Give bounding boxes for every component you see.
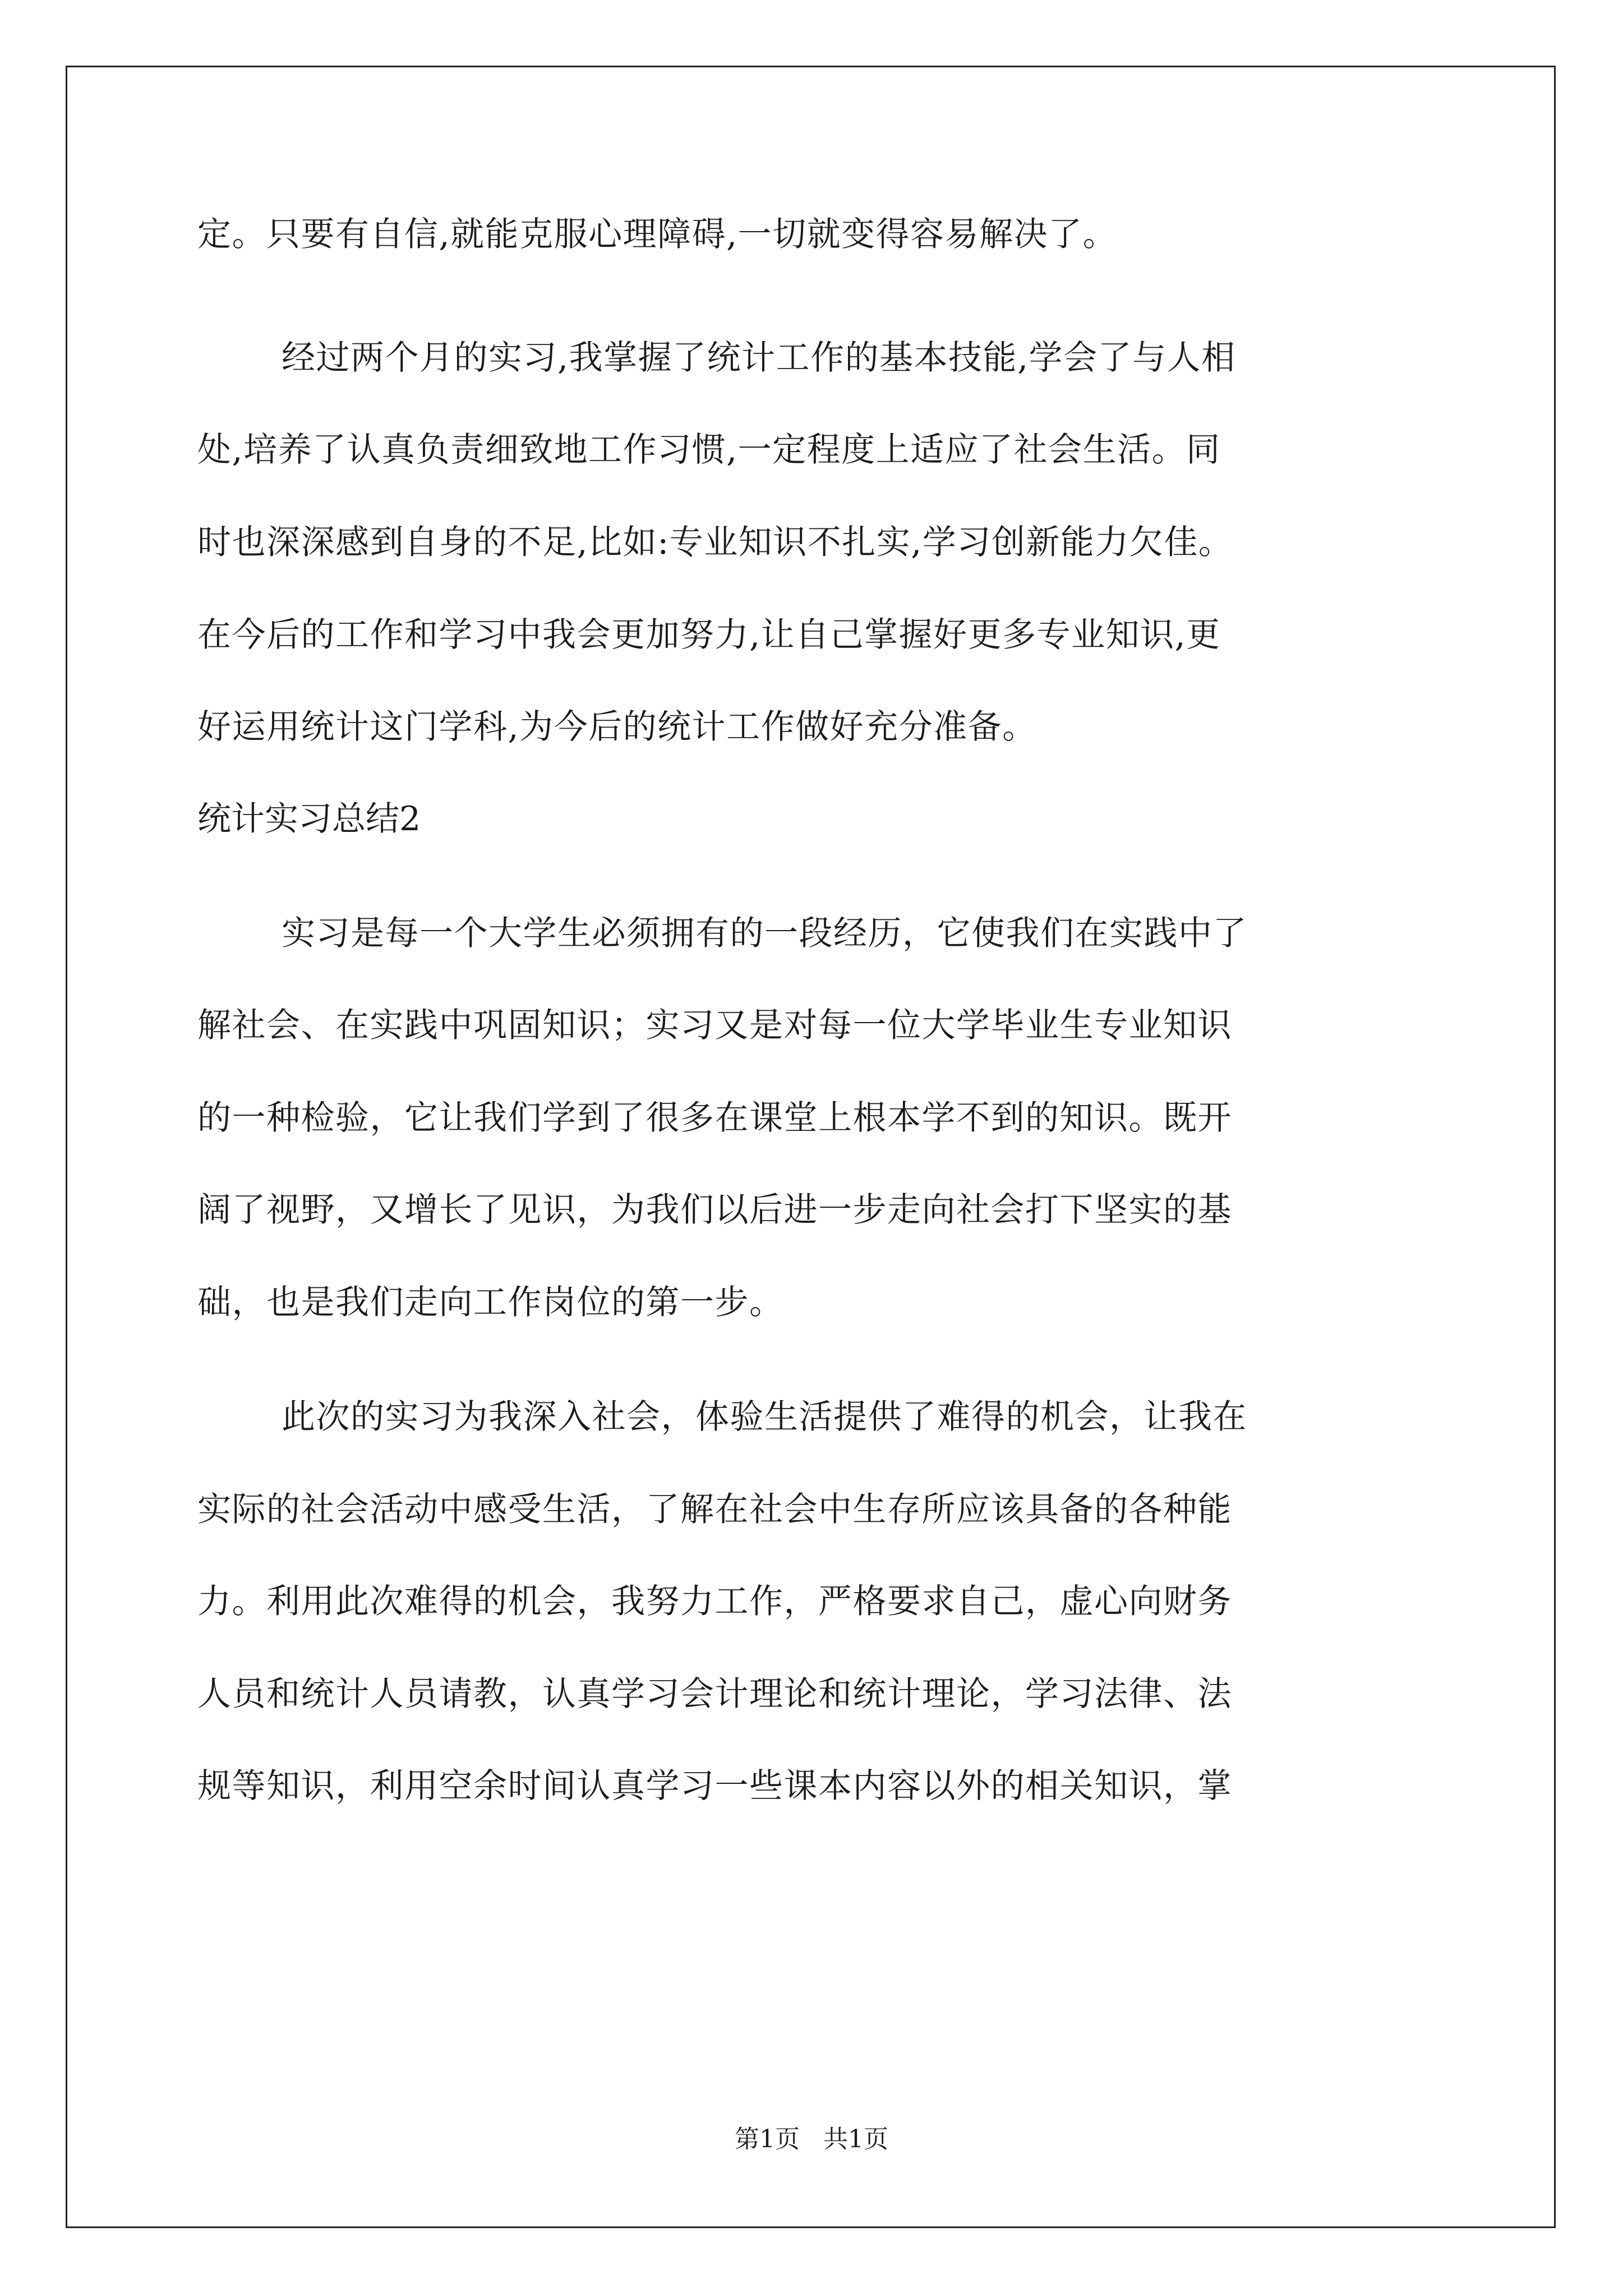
text-line: 阔了视野，又增长了见识，为我们以后进一步走向社会打下坚实的基 (197, 1190, 1232, 1230)
page-number: 第1页 (735, 2125, 800, 2154)
text-line: 础，也是我们走向工作岗位的第一步。 (197, 1283, 784, 1322)
text-line: 人员和统计人员请教，认真学习会计理论和统计理论，学习法律、法 (197, 1674, 1232, 1714)
paragraph-start-line: 此次的实习为我深入社会，体验生活提供了难得的机会，让我在 (282, 1397, 1247, 1437)
paragraph-start-line: 经过两个月的实习,我掌握了统计工作的基本技能,学会了与人相 (282, 338, 1236, 378)
total-pages: 共1页 (823, 2125, 888, 2154)
paragraph-start-line: 实习是每一个大学生必须拥有的一段经历，它使我们在实践中了 (282, 914, 1247, 953)
section-heading: 统计实习总结2 (197, 799, 421, 839)
text-line: 定。只要有自信,就能克服心理障碍,一切就变得容易解决了。 (197, 215, 1118, 254)
text-line: 解社会、在实践中巩固知识；实习又是对每一位大学毕业生专业知识 (197, 1006, 1232, 1045)
text-line: 在今后的工作和学习中我会更加努力,让自己掌握好更多专业知识,更 (197, 615, 1221, 655)
text-line: 处,培养了认真负责细致地工作习惯,一定程度上适应了社会生活。同 (197, 430, 1221, 470)
text-line: 好运用统计这门学科,为今后的统计工作做好充分准备。 (197, 707, 1037, 747)
page-footer (0, 2123, 1623, 2156)
text-line: 力。利用此次难得的机会，我努力工作，严格要求自己，虚心向财务 (197, 1582, 1232, 1621)
text-line: 规等知识，利用空余时间认真学习一些课本内容以外的相关知识，掌 (197, 1766, 1232, 1806)
text-line: 的一种检验，它让我们学到了很多在课堂上根本学不到的知识。既开 (197, 1098, 1232, 1138)
page-frame (66, 66, 1556, 2228)
text-line: 实际的社会活动中感受生活，了解在社会中生存所应该具备的各种能 (197, 1490, 1232, 1529)
text-line: 时也深深感到自身的不足,比如:专业知识不扎实,学习创新能力欠佳。 (197, 523, 1233, 562)
